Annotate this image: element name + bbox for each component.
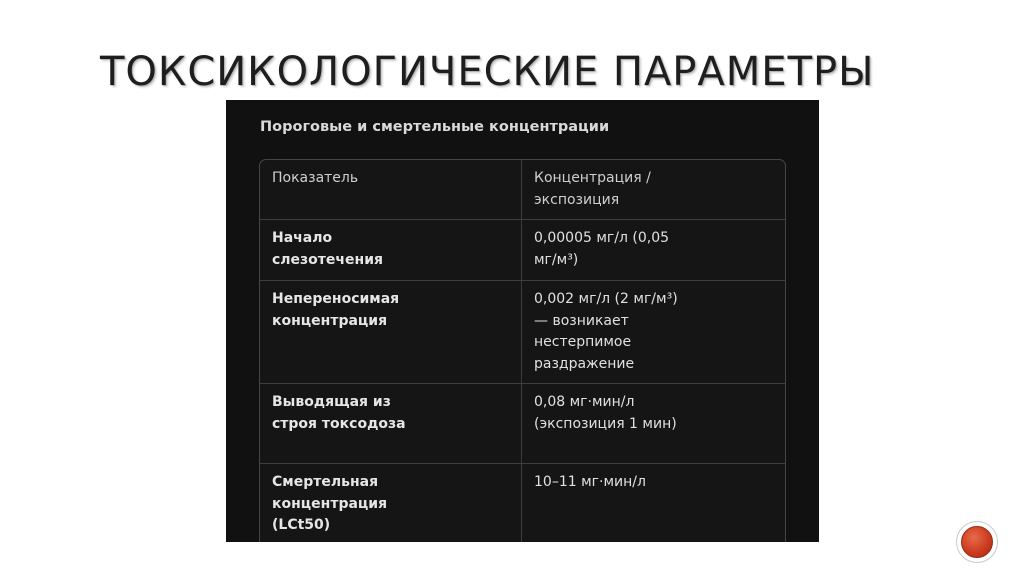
param-name-line: Непереносимая bbox=[272, 291, 400, 307]
concentration-table bbox=[259, 159, 786, 542]
table-heading: Пороговые и смертельные концентрации bbox=[260, 119, 610, 135]
param-value-cell bbox=[522, 384, 785, 464]
param-name-cell bbox=[260, 464, 522, 542]
header-value-line: экспозиция bbox=[534, 191, 620, 208]
param-name-line: Смертельная bbox=[272, 474, 379, 490]
param-value-line: 0,002 мг/л (2 мг/м³) bbox=[534, 291, 678, 307]
param-value-cell bbox=[522, 464, 785, 542]
table-row bbox=[260, 384, 785, 464]
param-name-line: Начало bbox=[272, 230, 333, 246]
table-row bbox=[260, 220, 785, 281]
param-name-cell bbox=[260, 220, 522, 281]
param-name-cell bbox=[260, 281, 522, 384]
table-row bbox=[260, 464, 785, 542]
table-screenshot bbox=[226, 100, 819, 542]
header-value-line: Концентрация / bbox=[534, 170, 651, 186]
param-name-line: (LCt50) bbox=[272, 517, 331, 533]
param-value-line: мг/м³) bbox=[534, 251, 579, 268]
param-value-line: 0,00005 мг/л (0,05 bbox=[534, 230, 670, 246]
param-name-line: строя токсодоза bbox=[272, 415, 406, 432]
param-name-cell bbox=[260, 384, 522, 464]
param-value-line: (экспозиция 1 мин) bbox=[534, 415, 677, 432]
table-row bbox=[260, 281, 785, 384]
param-name-line: концентрация bbox=[272, 312, 388, 329]
header-param-cell bbox=[260, 160, 522, 220]
header-param-line: Показатель bbox=[272, 170, 359, 186]
circle-button-icon bbox=[961, 526, 993, 558]
param-value-line: нестерпимое bbox=[534, 334, 632, 350]
slide-title: ТОКСИКОЛОГИЧЕСКИЕ ПАРАМЕТРЫ bbox=[100, 49, 875, 95]
param-value-line: раздражение bbox=[534, 355, 635, 372]
param-value-line: 0,08 мг·мин/л bbox=[534, 394, 635, 410]
param-value-line: — возникает bbox=[534, 312, 629, 329]
table-header-row bbox=[260, 160, 785, 220]
param-value-line: 10–11 мг·мин/л bbox=[534, 474, 646, 490]
param-name-line: концентрация bbox=[272, 495, 388, 512]
param-name-line: слезотечения bbox=[272, 251, 383, 268]
param-value-cell bbox=[522, 220, 785, 281]
slide-nav-button[interactable] bbox=[956, 521, 998, 563]
param-name-line: Выводящая из bbox=[272, 394, 391, 410]
param-value-cell bbox=[522, 281, 785, 384]
header-value-cell bbox=[522, 160, 785, 220]
